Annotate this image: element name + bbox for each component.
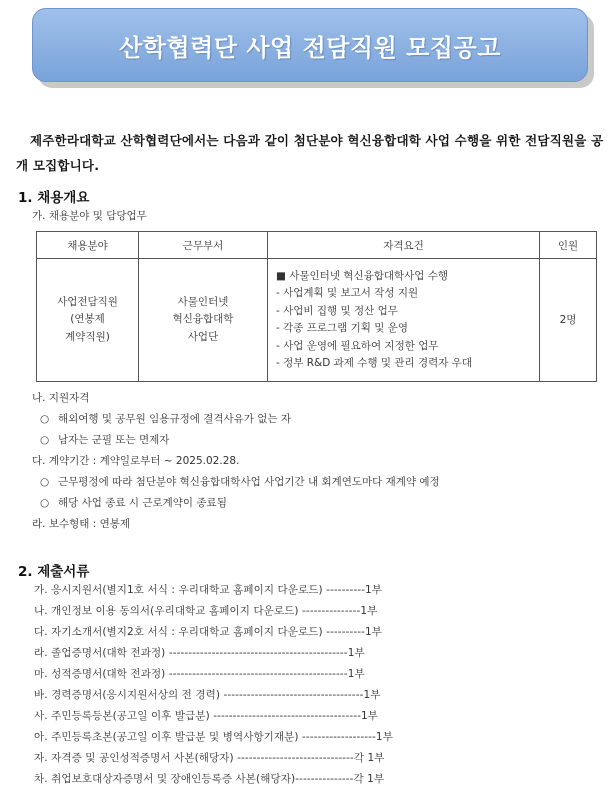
recruitment-table [36, 231, 597, 382]
list-item-text: 근무평정에 따라 첨단분야 혁신융합대학사업 사업기간 내 회계연도마다 재계약 예정 [58, 476, 440, 488]
circle-bullet: ○ [40, 476, 50, 488]
department-line: 혁신융합대학 [172, 313, 234, 326]
intro-paragraph: 제주한라대학교 산학협력단에서는 다음과 같이 첨단분야 혁신융합대학 사업 수행을 위한 전담직원을 공개 모집합니다. [16, 133, 604, 173]
subsection-a-title: 가. 채용분야 및 담당업무 [32, 210, 147, 222]
circle-bullet: ○ [40, 413, 50, 425]
list-item-text: 남자는 군필 또는 면제자 [58, 434, 170, 446]
document-item: 아. 주민등록초본(공고일 이후 발급분 및 병역사항기재분) -------------------1부 [34, 731, 393, 743]
qualification-heading: ■ 사물인터넷 혁신융합대학사업 수행 [276, 269, 449, 282]
qualification-item: - 사업계획 및 보고서 작성 지원 [276, 287, 419, 299]
header-department: 근무부서 [139, 232, 268, 259]
document-item: 가. 응시지원서(별지1호 서식 : 우리대학교 홈페이지 다운로드) ----------1부 [34, 584, 383, 596]
list-item-text: 해외여행 및 공무원 임용규정에 결격사유가 없는 자 [58, 413, 292, 425]
header-field: 채용분야 [37, 232, 139, 259]
list-item [40, 411, 291, 426]
subsection-d-title: 라. 보수형태 : 연봉제 [32, 518, 131, 530]
list-item [40, 432, 169, 447]
section-1-title: 1. 채용개요 [18, 190, 90, 206]
department-line: 사업단 [187, 330, 219, 343]
qualification-item: - 사업 운영에 필요하여 지정한 업무 [276, 339, 439, 352]
table-header-row [37, 232, 597, 259]
field-line: (연봉제 [70, 313, 105, 326]
cell-qualifications [268, 259, 540, 382]
circle-bullet: ○ [40, 497, 50, 509]
cell-headcount: 2명 [540, 259, 597, 382]
field-line: 사업전담직원 [57, 295, 118, 308]
document-item: 다. 자기소개서(별지2호 서식 : 우리대학교 홈페이지 다운로드) ----------1부 [34, 626, 383, 638]
document-item: 마. 성적증명서(대학 전과정) ----------------------------------------------1부 [34, 668, 365, 680]
document-item: 자. 자격증 및 공인성적증명서 사본(해당자) ------------------------------각 1부 [34, 752, 385, 764]
document-item: 나. 개인정보 이용 동의서(우리대학교 홈페이지 다운로드) ---------------1부 [34, 605, 378, 617]
field-line: 계약직원) [65, 330, 110, 343]
header-qualifications: 자격요건 [268, 232, 540, 259]
qualification-item: - 각종 프로그램 기획 및 운영 [276, 322, 409, 334]
subsection-b-title: 나. 지원자격 [32, 392, 90, 404]
qualification-item: - 정부 R&D 과제 수행 및 관리 경력자 우대 [276, 357, 473, 369]
list-item [40, 495, 227, 510]
cell-field [37, 259, 139, 382]
list-item [40, 474, 440, 489]
document-item: 차. 취업보호대상자증명서 및 장애인등록증 사본(해당자)---------------각 1부 [34, 773, 385, 785]
department-line: 사물인터넷 [177, 295, 229, 308]
header-headcount: 인원 [540, 232, 597, 259]
table-row [37, 259, 597, 382]
document-item: 바. 경력증명서(응시지원서상의 전 경력) ------------------------------------1부 [34, 689, 381, 701]
circle-bullet: ○ [40, 434, 50, 446]
list-item-text: 해당 사업 종료 시 근로계약이 종료됨 [58, 497, 227, 509]
title-banner [32, 8, 588, 82]
page-title: 산학협력단 사업 전담직원 모집공고 [119, 33, 501, 62]
section-2-title: 2. 제출서류 [18, 564, 90, 580]
cell-department [139, 259, 268, 382]
document-item: 라. 졸업증명서(대학 전과정) ----------------------------------------------1부 [34, 647, 365, 659]
document-item: 사. 주민등록등본(공고일 이후 발급분) --------------------------------------1부 [34, 710, 379, 722]
qualification-item: - 사업비 집행 및 정산 업무 [276, 304, 398, 317]
subsection-c-title: 다. 계약기간 : 계약일로부터 ~ 2025.02.28. [32, 455, 240, 467]
